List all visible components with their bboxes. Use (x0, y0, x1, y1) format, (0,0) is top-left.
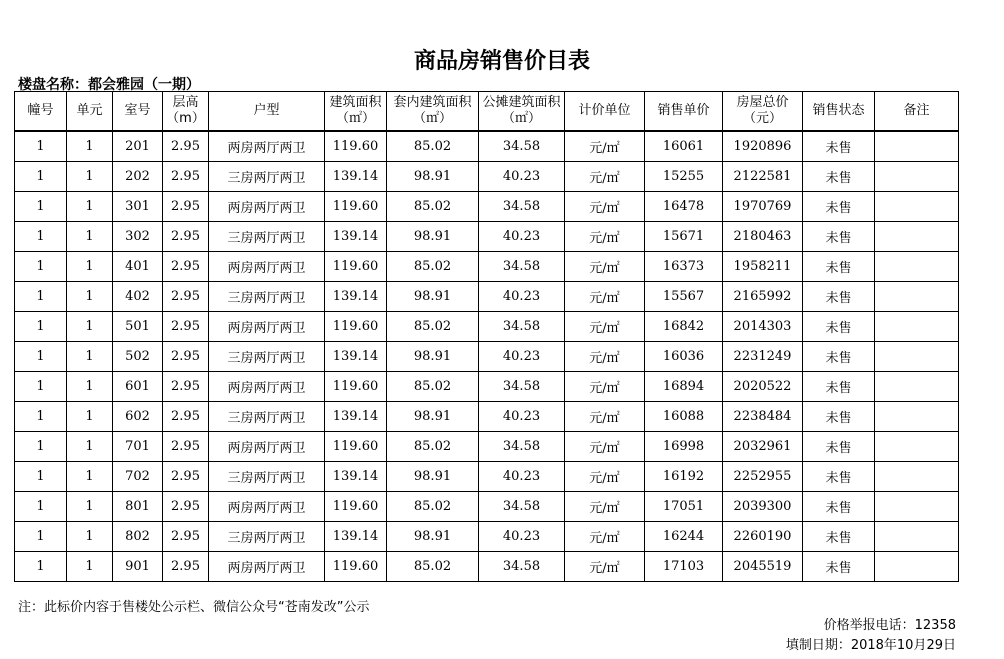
cell-sale-status: 未售 (803, 131, 875, 162)
cell-total-price: 2231249 (723, 342, 803, 372)
table-row (15, 282, 959, 312)
cell-remarks (875, 342, 959, 372)
cell-sale-status: 未售 (803, 552, 875, 582)
cell-shared-area: 34.58 (479, 432, 565, 462)
cell-inner-area: 98.91 (387, 222, 479, 252)
cell-room-no: 501 (113, 312, 163, 342)
price-table (14, 91, 959, 582)
cell-floor-height: 2.95 (163, 192, 209, 222)
project-name: 楼盘名称：都会雅园（一期） (18, 77, 200, 93)
header-building-no: 幢号 (15, 92, 67, 132)
cell-inner-area: 98.91 (387, 162, 479, 192)
cell-pricing-unit: 元/㎡ (565, 131, 645, 162)
table-row (15, 552, 959, 582)
cell-pricing-unit: 元/㎡ (565, 492, 645, 522)
table-row (15, 462, 959, 492)
cell-room-no: 801 (113, 492, 163, 522)
cell-unit-price: 16088 (645, 402, 723, 432)
cell-total-price: 2252955 (723, 462, 803, 492)
cell-unit-price: 17051 (645, 492, 723, 522)
cell-shared-area: 40.23 (479, 222, 565, 252)
cell-room-no: 401 (113, 252, 163, 282)
cell-unit: 1 (67, 462, 113, 492)
page-title: 商品房销售价目表 (413, 49, 590, 74)
table-header-row (15, 92, 959, 132)
cell-shared-area: 40.23 (479, 162, 565, 192)
cell-remarks (875, 402, 959, 432)
table-row (15, 162, 959, 192)
cell-inner-area: 98.91 (387, 282, 479, 312)
cell-remarks (875, 522, 959, 552)
cell-floor-height: 2.95 (163, 252, 209, 282)
cell-inner-area: 85.02 (387, 552, 479, 582)
cell-building-no: 1 (15, 552, 67, 582)
cell-pricing-unit: 元/㎡ (565, 552, 645, 582)
cell-floor-height: 2.95 (163, 342, 209, 372)
cell-unit: 1 (67, 342, 113, 372)
cell-total-price: 1970769 (723, 192, 803, 222)
cell-shared-area: 34.58 (479, 552, 565, 582)
cell-building-no: 1 (15, 522, 67, 552)
cell-total-price: 2039300 (723, 492, 803, 522)
cell-layout: 三房两厅两卫 (209, 402, 325, 432)
cell-unit: 1 (67, 372, 113, 402)
header-room-no: 室号 (113, 92, 163, 132)
cell-pricing-unit: 元/㎡ (565, 432, 645, 462)
cell-unit-price: 15255 (645, 162, 723, 192)
cell-unit-price: 16998 (645, 432, 723, 462)
cell-inner-area: 98.91 (387, 402, 479, 432)
cell-room-no: 701 (113, 432, 163, 462)
cell-layout: 两房两厅两卫 (209, 252, 325, 282)
cell-shared-area: 34.58 (479, 131, 565, 162)
table-row (15, 192, 959, 222)
cell-sale-status: 未售 (803, 372, 875, 402)
cell-total-price: 2165992 (723, 282, 803, 312)
cell-unit-price: 16842 (645, 312, 723, 342)
cell-sale-status: 未售 (803, 162, 875, 192)
cell-unit-price: 16061 (645, 131, 723, 162)
cell-sale-status: 未售 (803, 282, 875, 312)
cell-remarks (875, 222, 959, 252)
cell-inner-area: 85.02 (387, 312, 479, 342)
cell-inner-area: 85.02 (387, 432, 479, 462)
table-row (15, 252, 959, 282)
cell-total-price: 1920896 (723, 131, 803, 162)
cell-sale-status: 未售 (803, 252, 875, 282)
cell-sale-status: 未售 (803, 492, 875, 522)
cell-total-price: 2020522 (723, 372, 803, 402)
cell-unit: 1 (67, 252, 113, 282)
cell-unit-price: 15567 (645, 282, 723, 312)
footnote: 注：此标价内容于售楼处公示栏、微信公众号“苍南发改”公示 (18, 600, 370, 615)
cell-sale-status: 未售 (803, 402, 875, 432)
cell-sale-status: 未售 (803, 192, 875, 222)
cell-total-price: 2180463 (723, 222, 803, 252)
cell-remarks (875, 432, 959, 462)
header-floor-height: 层高（m） (163, 92, 209, 132)
cell-building-no: 1 (15, 162, 67, 192)
cell-building-no: 1 (15, 131, 67, 162)
cell-unit: 1 (67, 402, 113, 432)
header-unit: 单元 (67, 92, 113, 132)
cell-floor-height: 2.95 (163, 162, 209, 192)
cell-building-no: 1 (15, 282, 67, 312)
cell-floor-area: 119.60 (325, 312, 387, 342)
cell-room-no: 702 (113, 462, 163, 492)
cell-pricing-unit: 元/㎡ (565, 312, 645, 342)
cell-layout: 两房两厅两卫 (209, 552, 325, 582)
cell-floor-area: 119.60 (325, 131, 387, 162)
cell-total-price: 2032961 (723, 432, 803, 462)
cell-pricing-unit: 元/㎡ (565, 282, 645, 312)
table-row (15, 432, 959, 462)
cell-unit: 1 (67, 282, 113, 312)
cell-floor-area: 139.14 (325, 162, 387, 192)
cell-unit: 1 (67, 312, 113, 342)
cell-unit: 1 (67, 222, 113, 252)
cell-shared-area: 40.23 (479, 522, 565, 552)
cell-sale-status: 未售 (803, 222, 875, 252)
cell-total-price: 2045519 (723, 552, 803, 582)
cell-pricing-unit: 元/㎡ (565, 522, 645, 552)
cell-floor-height: 2.95 (163, 222, 209, 252)
cell-layout: 三房两厅两卫 (209, 162, 325, 192)
cell-building-no: 1 (15, 492, 67, 522)
cell-unit: 1 (67, 522, 113, 552)
cell-inner-area: 98.91 (387, 462, 479, 492)
table-body (15, 131, 959, 582)
header-pricing-unit: 计价单位 (565, 92, 645, 132)
header-sale-status: 销售状态 (803, 92, 875, 132)
header-layout: 户型 (209, 92, 325, 132)
cell-unit-price: 16478 (645, 192, 723, 222)
table-row (15, 222, 959, 252)
cell-pricing-unit: 元/㎡ (565, 252, 645, 282)
cell-floor-area: 139.14 (325, 402, 387, 432)
cell-sale-status: 未售 (803, 432, 875, 462)
cell-remarks (875, 252, 959, 282)
cell-remarks (875, 131, 959, 162)
cell-unit: 1 (67, 162, 113, 192)
cell-unit-price: 16036 (645, 342, 723, 372)
cell-pricing-unit: 元/㎡ (565, 192, 645, 222)
cell-floor-area: 119.60 (325, 552, 387, 582)
cell-floor-area: 119.60 (325, 192, 387, 222)
header-floor-area: 建筑面积（㎡） (325, 92, 387, 132)
cell-room-no: 402 (113, 282, 163, 312)
table-row (15, 131, 959, 162)
cell-sale-status: 未售 (803, 342, 875, 372)
cell-sale-status: 未售 (803, 522, 875, 552)
cell-layout: 两房两厅两卫 (209, 192, 325, 222)
cell-shared-area: 34.58 (479, 372, 565, 402)
cell-floor-area: 119.60 (325, 432, 387, 462)
report-phone: 价格举报电话：12358 (823, 618, 956, 633)
cell-floor-height: 2.95 (163, 462, 209, 492)
cell-total-price: 2238484 (723, 402, 803, 432)
cell-inner-area: 85.02 (387, 492, 479, 522)
cell-unit-price: 16373 (645, 252, 723, 282)
cell-floor-height: 2.95 (163, 282, 209, 312)
cell-floor-height: 2.95 (163, 402, 209, 432)
cell-unit-price: 16894 (645, 372, 723, 402)
cell-floor-area: 139.14 (325, 522, 387, 552)
cell-room-no: 302 (113, 222, 163, 252)
cell-room-no: 602 (113, 402, 163, 432)
cell-remarks (875, 192, 959, 222)
cell-room-no: 301 (113, 192, 163, 222)
cell-pricing-unit: 元/㎡ (565, 402, 645, 432)
cell-layout: 三房两厅两卫 (209, 222, 325, 252)
cell-unit: 1 (67, 432, 113, 462)
cell-room-no: 201 (113, 131, 163, 162)
cell-total-price: 2122581 (723, 162, 803, 192)
cell-inner-area: 85.02 (387, 252, 479, 282)
cell-remarks (875, 372, 959, 402)
table-row (15, 492, 959, 522)
cell-shared-area: 40.23 (479, 462, 565, 492)
fill-date: 填制日期：2018年10月29日 (785, 638, 956, 653)
cell-floor-area: 119.60 (325, 252, 387, 282)
cell-room-no: 802 (113, 522, 163, 552)
cell-layout: 三房两厅两卫 (209, 462, 325, 492)
cell-layout: 两房两厅两卫 (209, 432, 325, 462)
cell-inner-area: 85.02 (387, 131, 479, 162)
cell-floor-height: 2.95 (163, 552, 209, 582)
cell-remarks (875, 162, 959, 192)
cell-unit: 1 (67, 552, 113, 582)
cell-floor-area: 139.14 (325, 282, 387, 312)
cell-layout: 两房两厅两卫 (209, 312, 325, 342)
cell-pricing-unit: 元/㎡ (565, 222, 645, 252)
cell-pricing-unit: 元/㎡ (565, 342, 645, 372)
cell-shared-area: 34.58 (479, 492, 565, 522)
cell-unit-price: 16192 (645, 462, 723, 492)
cell-total-price: 2014303 (723, 312, 803, 342)
cell-remarks (875, 282, 959, 312)
cell-remarks (875, 312, 959, 342)
table-row (15, 342, 959, 372)
cell-unit: 1 (67, 131, 113, 162)
cell-building-no: 1 (15, 192, 67, 222)
cell-unit: 1 (67, 192, 113, 222)
cell-layout: 三房两厅两卫 (209, 282, 325, 312)
cell-unit: 1 (67, 492, 113, 522)
cell-shared-area: 40.23 (479, 282, 565, 312)
cell-inner-area: 98.91 (387, 522, 479, 552)
cell-floor-height: 2.95 (163, 372, 209, 402)
cell-layout: 两房两厅两卫 (209, 372, 325, 402)
cell-room-no: 202 (113, 162, 163, 192)
cell-building-no: 1 (15, 432, 67, 462)
header-unit-price: 销售单价 (645, 92, 723, 132)
cell-floor-height: 2.95 (163, 312, 209, 342)
cell-pricing-unit: 元/㎡ (565, 372, 645, 402)
cell-floor-area: 119.60 (325, 372, 387, 402)
cell-floor-height: 2.95 (163, 432, 209, 462)
cell-pricing-unit: 元/㎡ (565, 462, 645, 492)
cell-remarks (875, 462, 959, 492)
cell-layout: 三房两厅两卫 (209, 342, 325, 372)
header-total-price: 房屋总价（元） (723, 92, 803, 132)
cell-floor-area: 139.14 (325, 342, 387, 372)
cell-inner-area: 98.91 (387, 342, 479, 372)
table-row (15, 402, 959, 432)
cell-pricing-unit: 元/㎡ (565, 162, 645, 192)
header-remarks: 备注 (875, 92, 959, 132)
cell-shared-area: 34.58 (479, 312, 565, 342)
cell-shared-area: 34.58 (479, 252, 565, 282)
cell-remarks (875, 492, 959, 522)
header-shared-area: 公摊建筑面积（㎡） (479, 92, 565, 132)
cell-floor-height: 2.95 (163, 492, 209, 522)
cell-building-no: 1 (15, 312, 67, 342)
cell-sale-status: 未售 (803, 462, 875, 492)
cell-building-no: 1 (15, 462, 67, 492)
cell-floor-area: 139.14 (325, 462, 387, 492)
cell-building-no: 1 (15, 252, 67, 282)
cell-floor-area: 139.14 (325, 222, 387, 252)
cell-sale-status: 未售 (803, 312, 875, 342)
cell-building-no: 1 (15, 222, 67, 252)
cell-total-price: 1958211 (723, 252, 803, 282)
cell-room-no: 901 (113, 552, 163, 582)
table-row (15, 312, 959, 342)
cell-layout: 两房两厅两卫 (209, 492, 325, 522)
table-row (15, 372, 959, 402)
cell-total-price: 2260190 (723, 522, 803, 552)
cell-room-no: 601 (113, 372, 163, 402)
cell-building-no: 1 (15, 402, 67, 432)
cell-floor-height: 2.95 (163, 522, 209, 552)
cell-unit-price: 17103 (645, 552, 723, 582)
cell-building-no: 1 (15, 372, 67, 402)
cell-floor-area: 119.60 (325, 492, 387, 522)
cell-inner-area: 85.02 (387, 372, 479, 402)
cell-layout: 两房两厅两卫 (209, 131, 325, 162)
cell-inner-area: 85.02 (387, 192, 479, 222)
table-row (15, 522, 959, 552)
cell-floor-height: 2.95 (163, 131, 209, 162)
cell-unit-price: 15671 (645, 222, 723, 252)
cell-room-no: 502 (113, 342, 163, 372)
cell-shared-area: 40.23 (479, 402, 565, 432)
cell-shared-area: 40.23 (479, 342, 565, 372)
cell-shared-area: 34.58 (479, 192, 565, 222)
header-inner-area: 套内建筑面积（㎡） (387, 92, 479, 132)
cell-unit-price: 16244 (645, 522, 723, 552)
cell-layout: 三房两厅两卫 (209, 522, 325, 552)
cell-building-no: 1 (15, 342, 67, 372)
cell-remarks (875, 552, 959, 582)
